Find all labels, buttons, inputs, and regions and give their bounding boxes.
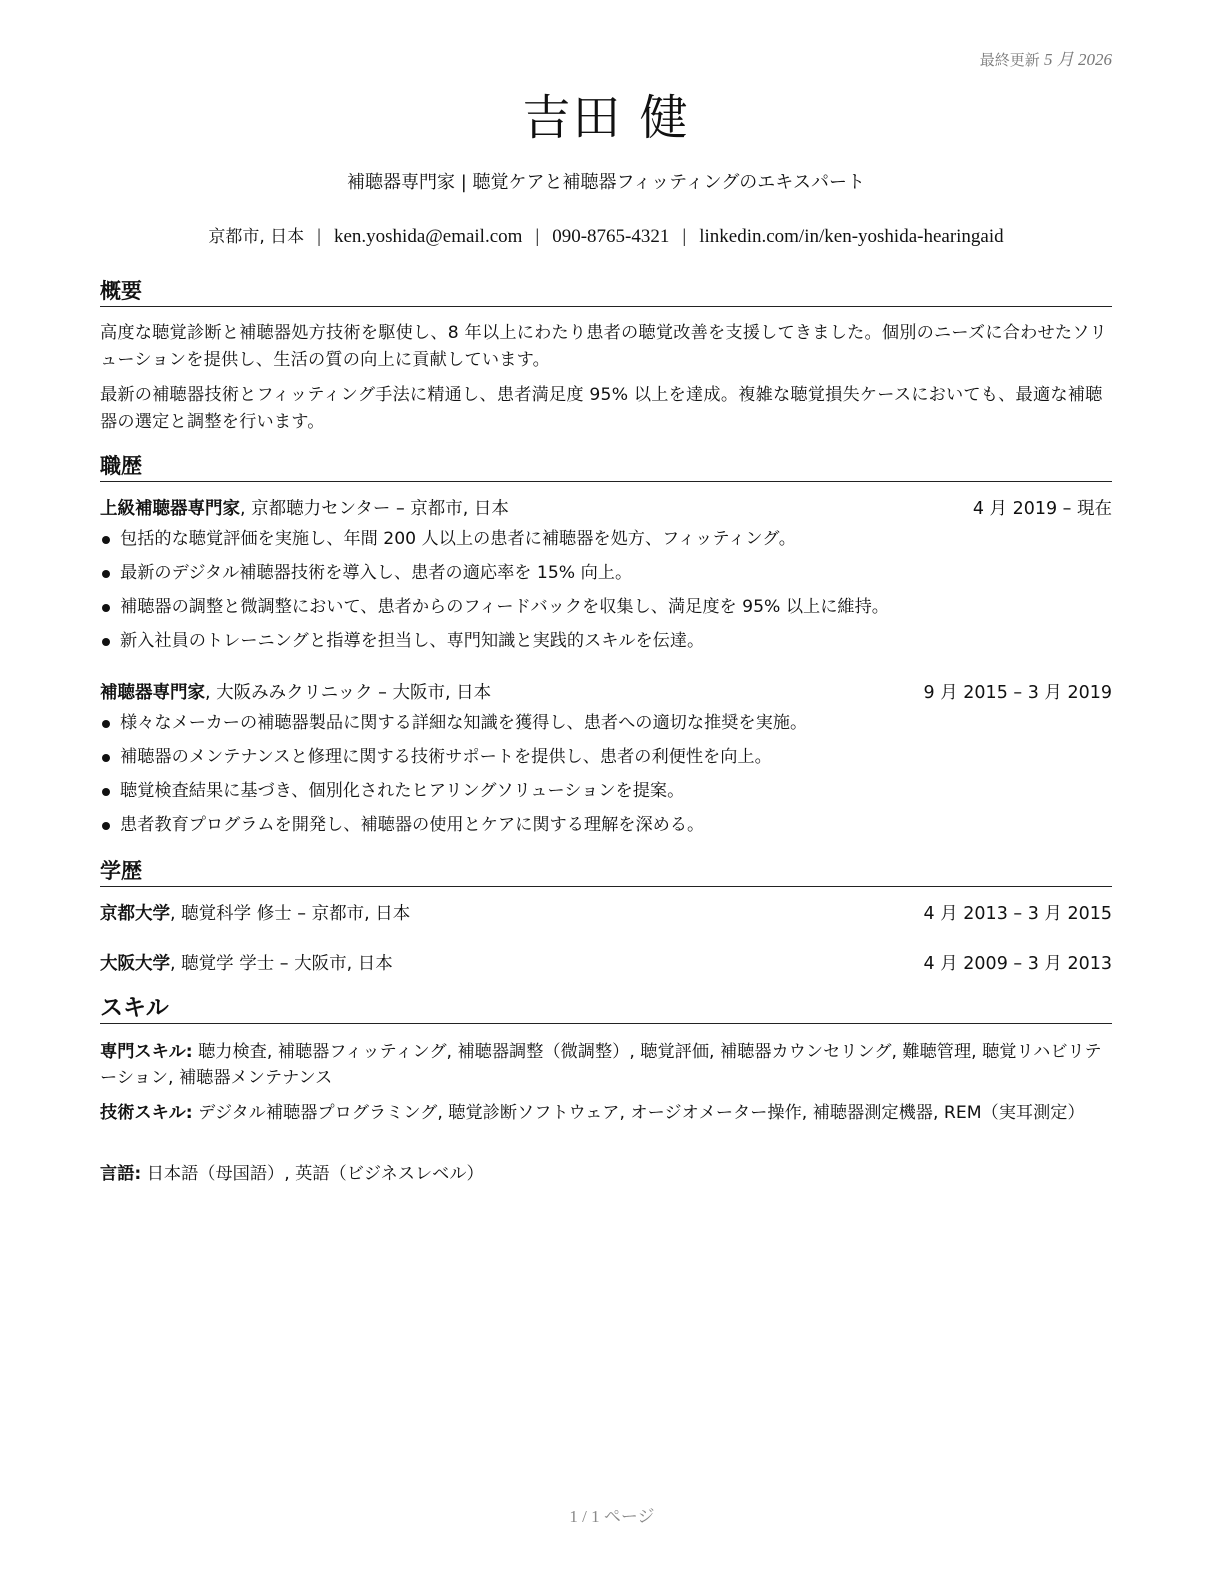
job-bullet: 患者教育プログラムを開発し、補聴器の使用とケアに関する理解を深める。: [100, 808, 1112, 842]
contact-separator: |: [682, 226, 687, 247]
contact-location: 京都市, 日本: [208, 227, 305, 247]
job-bullets: [100, 522, 1112, 658]
education-date: 4 月 2013 – 3 月 2015: [923, 904, 1112, 924]
job-bullet: 新入社員のトレーニングと指導を担当し、専門知識と実践的スキルを伝達。: [100, 624, 1112, 658]
job-bullet: 補聴器のメンテナンスと修理に関する技術サポートを提供し、患者の利便性を向上。: [100, 740, 1112, 774]
job-bullet: 補聴器の調整と微調整において、患者からのフィードバックを収集し、満足度を 95% 以上に維持。: [100, 590, 1112, 624]
skill-value: デジタル補聴器プログラミング, 聴覚診断ソフトウェア, オージオメーター操作, 補聴器測定機器, REM（実耳測定）: [192, 1103, 1085, 1123]
contact-separator: |: [535, 226, 540, 247]
job-employer: , 大阪みみクリニック – 大阪市, 日本: [205, 683, 492, 703]
contact-phone[interactable]: 090-8765-4321: [552, 226, 670, 247]
job-bullet: 最新のデジタル補聴器技術を導入し、患者の適応率を 15% 向上。: [100, 556, 1112, 590]
skill-line: [100, 1039, 1112, 1091]
job-employer: , 京都聴力センター – 京都市, 日本: [240, 499, 509, 519]
page-indicator: 1 / 1 ページ: [569, 1507, 655, 1526]
education-degree: , 聴覚学 学士 – 大阪市, 日本: [170, 954, 393, 974]
contact-line: [100, 224, 1112, 250]
job-bullets: [100, 706, 1112, 842]
job-bullet: 聴覚検査結果に基づき、個別化されたヒアリングソリューションを提案。: [100, 774, 1112, 808]
skill-line: [100, 1100, 1112, 1126]
education-date: 4 月 2009 – 3 月 2013: [923, 954, 1112, 974]
skill-value: 聴力検査, 補聴器フィッティング, 補聴器調整（微調整）, 聴覚評価, 補聴器カウンセリング, 難聴管理, 聴覚リハビリテーション, 補聴器メンテナンス: [100, 1042, 1102, 1088]
section-title-education: 学歴: [100, 857, 1112, 887]
education-item: [100, 951, 1112, 977]
education-item: [100, 901, 1112, 927]
education-school: 大阪大学: [100, 954, 170, 974]
contact-email[interactable]: ken.yoshida@email.com: [333, 226, 523, 247]
last-updated-label: 最終更新: [979, 51, 1040, 69]
contact-separator: |: [317, 226, 321, 247]
skill-value: 日本語（母国語）, 英語（ビジネスレベル）: [141, 1164, 484, 1184]
job-date: 4 月 2019 – 現在: [972, 499, 1112, 519]
section-title-experience: 職歴: [100, 452, 1112, 482]
section-title-summary: 概要: [100, 277, 1112, 307]
job-header: [100, 496, 1112, 522]
job-role: 上級補聴器専門家: [100, 499, 240, 519]
section-title-skills: スキル: [100, 994, 1112, 1024]
skill-label: 専門スキル:: [100, 1042, 193, 1062]
last-updated: [980, 45, 1112, 70]
skill-label: 言語:: [100, 1164, 142, 1184]
contact-linkedin[interactable]: linkedin.com/in/ken-yoshida-hearingaid: [699, 226, 1004, 247]
skill-label: 技術スキル:: [100, 1103, 193, 1123]
job-bullet: 包括的な聴覚評価を実施し、年間 200 人以上の患者に補聴器を処方、フィッティング。: [100, 522, 1112, 556]
skill-line: [100, 1161, 1112, 1187]
last-updated-date: 5 月 2026: [1044, 50, 1112, 69]
job-role: 補聴器専門家: [100, 683, 205, 703]
job-bullet: 様々なメーカーの補聴器製品に関する詳細な知識を獲得し、患者への適切な推奨を実施。: [100, 706, 1112, 740]
education-school: 京都大学: [100, 904, 170, 924]
job-header: [100, 680, 1112, 706]
summary-paragraph: 高度な聴覚診断と補聴器処方技術を駆使し、8 年以上にわたり患者の聴覚改善を支援してきました。個別のニーズに合わせたソリューションを提供し、生活の質の向上に貢献しています。: [100, 323, 1108, 370]
candidate-name: 吉田 健: [522, 90, 690, 146]
summary-paragraph: 最新の補聴器技術とフィッティング手法に精通し、患者満足度 95% 以上を達成。複雑な聴覚損失ケースにおいても、最適な補聴器の選定と調整を行います。: [100, 385, 1103, 432]
education-degree: , 聴覚科学 修士 – 京都市, 日本: [170, 904, 411, 924]
headline: 補聴器専門家 | 聴覚ケアと補聴器フィッティングのエキスパート: [347, 172, 865, 193]
job-date: 9 月 2015 – 3 月 2019: [923, 683, 1112, 703]
